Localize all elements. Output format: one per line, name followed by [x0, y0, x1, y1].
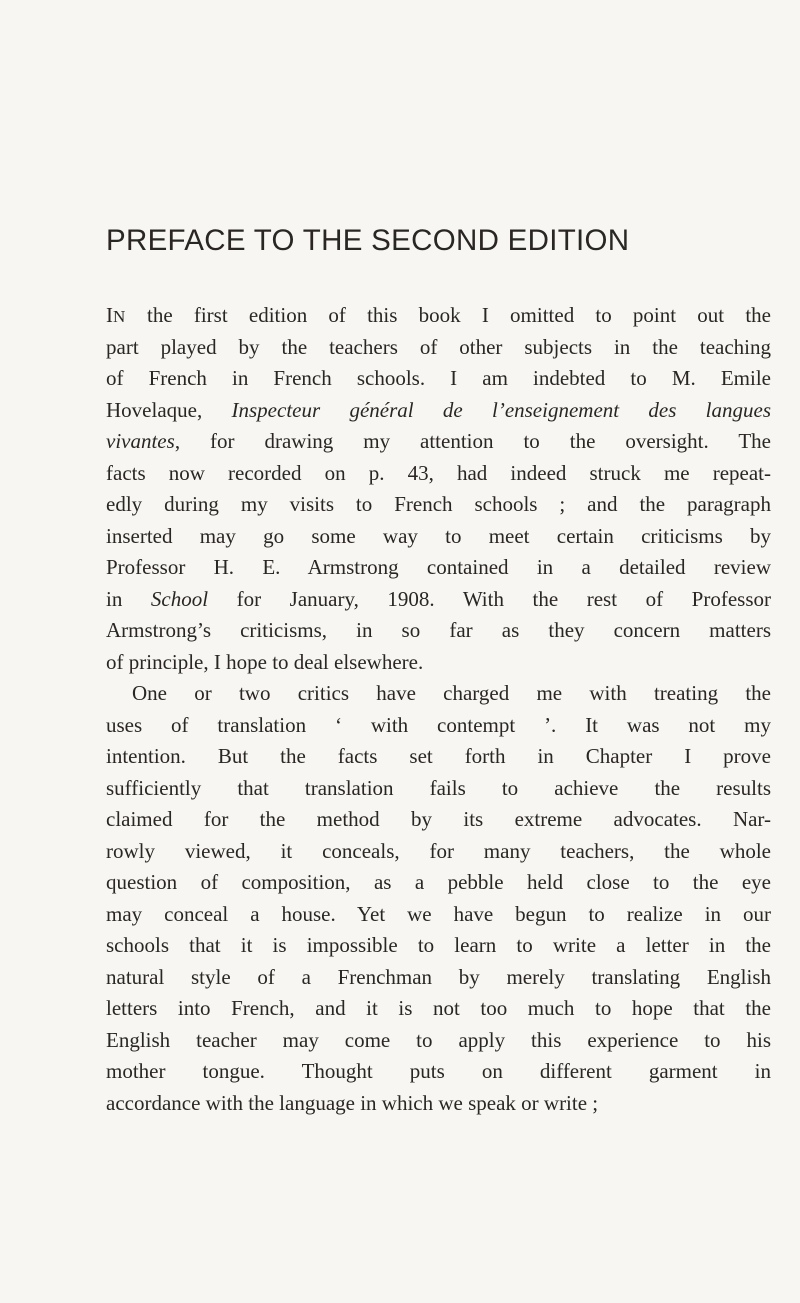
text-line [106, 458, 771, 490]
italic-text: vivantes [106, 429, 175, 453]
text-run: inserted may go some way to meet certain criticisms by [106, 523, 771, 548]
text-run: schools that it is impossible to learn to write a letter in the [106, 933, 771, 957]
text-run: sufficiently that translation fails to achieve the results [106, 775, 771, 800]
text-line [106, 552, 771, 584]
text-line [106, 930, 771, 962]
text-line [106, 395, 771, 427]
text-run: One or two critics have charged me with treating the [132, 681, 771, 705]
text-run: the first edition of this book I omitted to point out the [125, 303, 771, 327]
text-line [106, 899, 771, 931]
text-line [106, 584, 771, 616]
text-line [106, 489, 771, 521]
text-run: I [106, 303, 113, 327]
text-run: question of composition, as a pebble held close to the eye [106, 870, 771, 894]
text-line [106, 993, 771, 1025]
paragraph [106, 678, 771, 1119]
text-run: uses of translation ‘ with contempt ’. It was not my [106, 712, 771, 737]
text-run: Professor H. E. Armstrong contained in a detailed review [106, 555, 771, 579]
text-run: letters into French, and it is not too much to hope that the [106, 996, 771, 1020]
text-line [106, 710, 771, 742]
text-line [106, 962, 771, 994]
text-run: rowly viewed, it conceals, for many teachers, the whole [106, 838, 771, 863]
text-line [106, 1056, 771, 1088]
text-line [106, 836, 771, 868]
text-run: part played by the teachers of other subjects in the teaching [106, 334, 771, 359]
text-line [106, 300, 771, 332]
preface-body [106, 300, 771, 1119]
text-run: Hovelaque, [106, 397, 232, 422]
text-line [106, 647, 771, 679]
text-run: English teacher may come to apply this experience to his [106, 1027, 771, 1052]
text-line [106, 804, 771, 836]
small-caps-text: N [113, 307, 126, 326]
text-run: facts now recorded on p. 43, had indeed struck me repeat- [106, 460, 771, 485]
text-line [106, 363, 771, 395]
italic-text: Inspecteur général de l’enseignement des langues [231, 397, 772, 422]
text-run: may conceal a house. Yet we have begun to realize in our [106, 901, 771, 926]
text-line [106, 867, 771, 899]
text-line [106, 773, 771, 805]
text-line [106, 615, 771, 647]
text-line [106, 1088, 771, 1120]
text-run: intention. But the facts set forth in Chapter I prove [106, 744, 771, 768]
text-line [106, 332, 771, 364]
text-line [106, 521, 771, 553]
text-line [106, 741, 771, 773]
text-run: Armstrong’s criticisms, in so far as they concern matters [106, 618, 771, 642]
text-run: natural style of a Frenchman by merely translating English [106, 964, 771, 989]
text-run: of French in French schools. I am indebted to M. Emile [106, 366, 771, 390]
paragraph [106, 300, 771, 678]
italic-text: School [150, 586, 209, 611]
page-title: PREFACE TO THE SECOND EDITION [106, 224, 630, 257]
text-line [106, 1025, 771, 1057]
text-run: , for drawing my attention to the oversight. The [174, 429, 771, 453]
text-run: in [106, 586, 151, 611]
text-run: for January, 1908. With the rest of Professor [208, 586, 771, 611]
text-line [106, 678, 771, 710]
text-run: claimed for the method by its extreme advocates. Nar- [106, 807, 771, 831]
text-run: accordance with the language in which we speak or write ; [106, 1090, 599, 1115]
text-run: of principle, I hope to deal elsewhere. [106, 649, 424, 674]
text-run: edly during my visits to French schools ; and the paragraph [106, 492, 771, 516]
text-run: mother tongue. Thought puts on different garment in [106, 1059, 771, 1083]
text-line [106, 426, 771, 458]
